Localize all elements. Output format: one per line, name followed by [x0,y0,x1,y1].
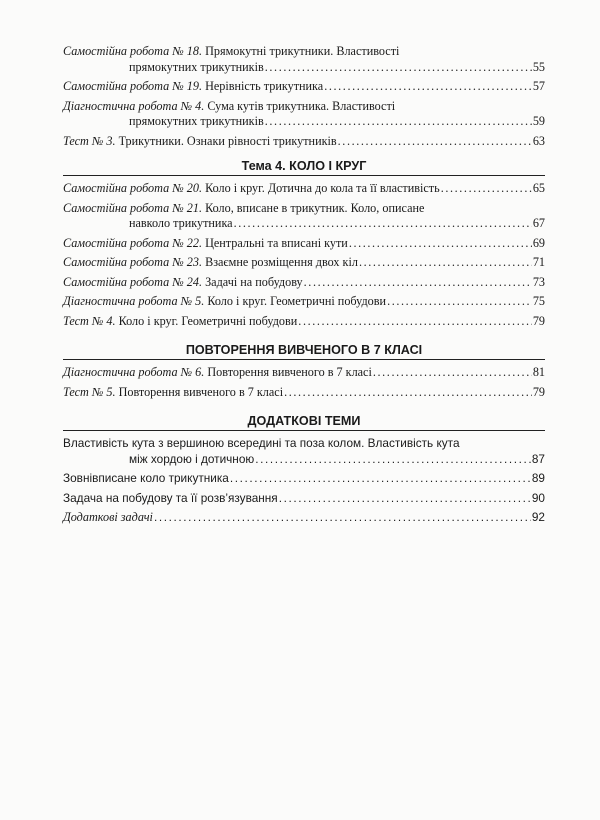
dot-leader [338,134,532,150]
table-of-contents [63,44,545,530]
entry-label: Самостійна робота № 19. [63,79,203,93]
dot-leader [265,60,532,76]
dot-leader [441,181,532,197]
dot-leader [324,79,532,95]
entry-title: Центральні та вписані кути [202,235,348,250]
toc-entry[interactable] [63,201,545,232]
entry-label: Самостійна робота № 23. [63,255,203,269]
toc-group-3 [63,343,545,400]
entry-title: Взаємне розміщення двох кіл [202,255,358,269]
entry-label: Діагностична робота № 5. [63,294,205,308]
toc-entry[interactable] [63,294,545,310]
page-number: 67 [532,216,545,230]
entry-title-cont: прямокутних трикутників [129,114,264,128]
toc-entry[interactable] [63,510,545,526]
entry-title: Повторення вивченого в 7 класі [115,384,284,399]
dot-leader [373,365,532,381]
entry-title: Коло і круг. Геометричні побудови [204,294,387,308]
toc-entry[interactable] [63,436,545,467]
entry-title: Повторення вивченого в 7 класі [204,365,372,379]
entry-title: Коло і круг. Дотична до кола та її властивість [202,181,440,195]
toc-entry[interactable] [63,44,545,75]
entry-label: Самостійна робота № 18. [63,44,203,58]
page-number: 65 [532,181,545,195]
dot-leader [284,385,532,401]
entry-title: Коло, вписане в трикутник. Коло, описане [202,200,425,215]
dot-leader [154,510,531,526]
page-number: 59 [532,114,545,128]
dot-leader [387,294,532,310]
entry-label: Самостійна робота № 21. [63,200,203,215]
page-number: 69 [532,235,545,250]
section-divider [63,175,545,176]
page-number: 73 [532,274,545,289]
entry-title: Сума кутів трикутника. Властивості [204,98,396,113]
page-number: 79 [532,313,545,328]
entry-label: Тест № 5. [63,384,116,399]
toc-group-1 [63,44,545,149]
entry-title: Коло і круг. Геометричні побудови [115,313,298,328]
page-number: 57 [532,79,545,93]
toc-entry[interactable] [63,365,545,381]
entry-label: Діагностична робота № 6. [63,365,205,379]
page-number: 75 [532,294,545,308]
page-number: 90 [531,490,545,505]
dot-leader [255,452,531,468]
entry-title: Задача на побудову та її розв’язування [63,490,278,505]
section-heading: ДОДАТКОВІ ТЕМИ [247,414,361,428]
entry-title: Нерівність трикутника [202,79,324,93]
page-number: 87 [531,451,545,466]
toc-entry[interactable] [63,275,545,291]
section-divider [63,359,545,360]
dot-leader [304,275,532,291]
entry-label: Самостійна робота № 22. [63,235,203,250]
entry-label: Тест № 3. [63,133,116,148]
dot-leader [279,491,531,507]
entry-title: Трикутники. Ознаки рівності трикутників [115,133,337,148]
dot-leader [349,236,532,252]
toc-group-2 [63,159,545,329]
page-number: 92 [531,510,545,524]
dot-leader [234,216,532,232]
entry-label: Додаткові задачі [63,510,153,524]
toc-entry[interactable] [63,79,545,95]
page-number: 81 [532,365,545,379]
page-number: 79 [532,384,545,399]
dot-leader [298,314,532,330]
dot-leader [265,114,532,130]
entry-title: Зовнівписане коло трикутника [63,471,229,485]
section-heading: ПОВТОРЕННЯ ВИВЧЕНОГО В 7 КЛАСІ [185,343,423,357]
section-divider [63,430,545,431]
page-number: 71 [532,255,545,269]
toc-group-4 [63,414,545,526]
page-number: 55 [532,59,545,74]
entry-title-cont: прямокутних трикутників [129,59,264,74]
entry-label: Самостійна робота № 20. [63,181,203,195]
toc-entry[interactable] [63,471,545,487]
entry-title: Задачі на побудову [202,274,303,289]
toc-entry[interactable] [63,181,545,197]
toc-entry[interactable] [63,99,545,130]
entry-label: Діагностична робота № 4. [63,98,205,113]
section-heading: Тема 4. КОЛО І КРУГ [241,159,367,173]
toc-entry[interactable] [63,385,545,401]
toc-entry[interactable] [63,236,545,252]
toc-entry[interactable] [63,255,545,271]
toc-entry[interactable] [63,491,545,507]
entry-title-cont: навколо трикутника [129,216,233,230]
page-number: 63 [532,133,545,148]
entry-label: Тест № 4. [63,313,116,328]
entry-title: Прямокутні трикутники. Властивості [202,44,400,58]
toc-entry[interactable] [63,314,545,330]
dot-leader [359,255,532,271]
dot-leader [230,471,531,487]
entry-title-cont: між хордою і дотичною [129,451,255,466]
toc-entry[interactable] [63,134,545,150]
page-number: 89 [531,471,545,485]
entry-label: Самостійна робота № 24. [63,274,203,289]
entry-title: Властивість кута з вершиною всередині та поза колом. Властивість кута [63,436,460,450]
